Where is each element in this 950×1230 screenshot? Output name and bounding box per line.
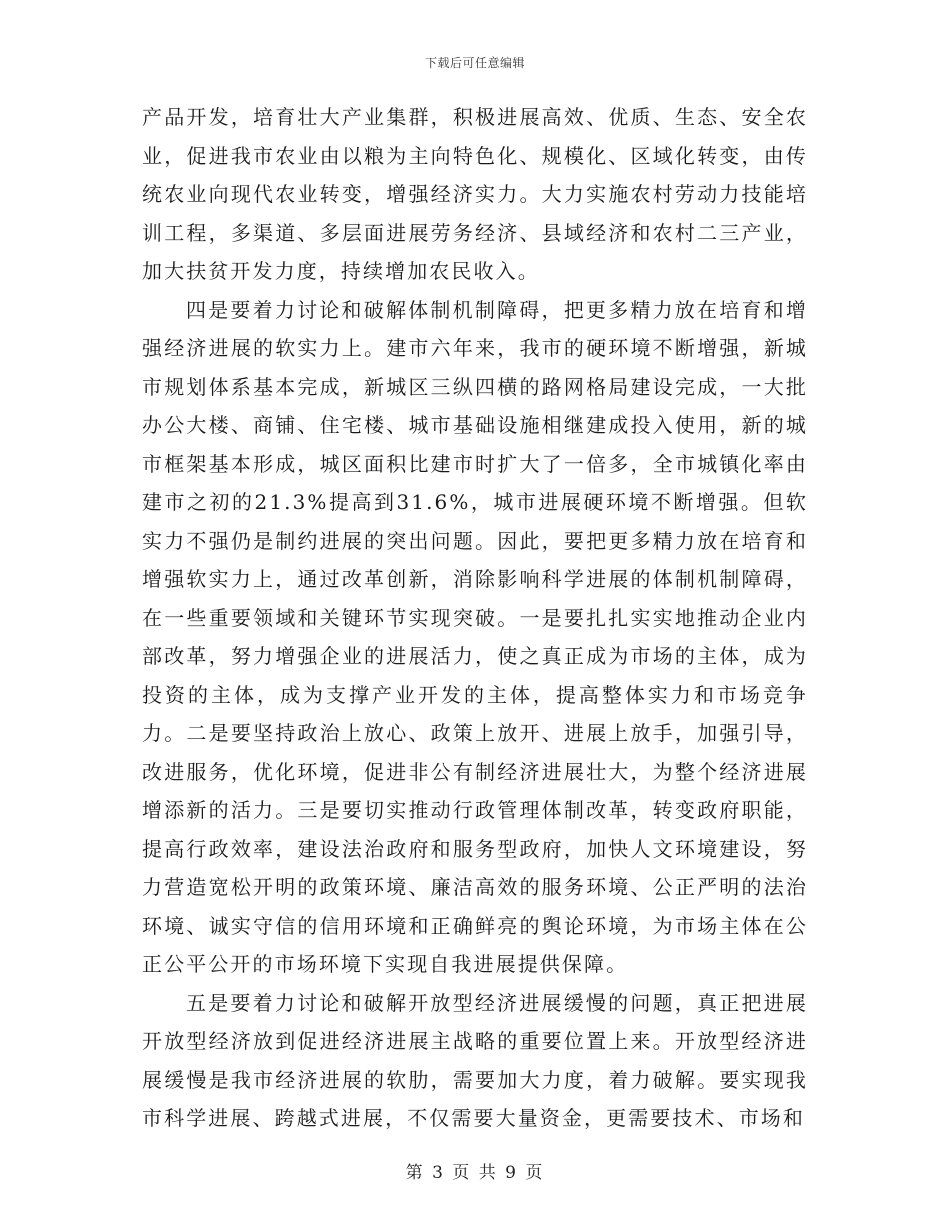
- paragraph-point-four: 四是要着力讨论和破解体制机制障碍，把更多精力放在培育和增强经济进展的软实力上。建市六年来，我市的硬环境不断增强，新城市规划体系基本完成，新城区三纵四横的路网格局建设完成，一大批办公大楼、商铺、住宅楼、城市基础设施相继建成投入使用，新的城市框架基本形成，城区面积比建市时扩大了一倍多，全市城镇化率由建市之初的21.3%提高到31.6%，城市进展硬环境不断增强。但软实力不强仍是制约进展的突出问题。因此，要把更多精力放在培育和增强软实力上，通过改革创新，消除影响科学进展的体制机制障碍，在一些重要领域和关键环节实现突破。一是要扎扎实实地推动企业内部改革，努力增强企业的进展活力，使之真正成为市场的主体，成为投资的主体，成为支撑产业开发的主体，提高整体实力和市场竞争力。二是要坚持政治上放心、政策上放开、进展上放手，加强引导，改进服务，优化环境，促进非公有制经济进展壮大，为整个经济进展增添新的活力。三是要切实推动行政管理体制改革，转变政府职能，提高行政效率，建设法治政府和服务型政府，加快人文环境建设，努力营造宽松开明的政策环境、廉洁高效的服务环境、公正严明的法治环境、诚实守信的信用环境和正确鲜亮的舆论环境，为市场主体在公正公平公开的市场环境下实现自我进展提供保障。: [142, 297, 808, 976]
- paragraph-point-five: 五是要着力讨论和破解开放型经济进展缓慢的问题，真正把进展开放型经济放到促进经济进展主战略的重要位置上来。开放型经济进展缓慢是我市经济进展的软肋，需要加大力度，着力破解。要实现我市科学进展、跨越式进展，不仅需要大量资金，更需要技术、市场和: [142, 990, 808, 1130]
- document-body: [142, 98, 808, 1138]
- page-number-footer: 第 3 页 共 9 页: [405, 1163, 545, 1183]
- page-header: 下载后可任意编辑: [424, 56, 525, 70]
- paragraph-continuation: 产品开发，培育壮大产业集群，积极进展高效、优质、生态、安全农业，促进我市农业由以粮为主向特色化、规模化、区域化转变，由传统农业向现代农业转变，增强经济实力。大力实施农村劳动力技能培训工程，多渠道、多层面进展劳务经济、县域经济和农村二三产业，加大扶贫开发力度，持续增加农民收入。: [142, 105, 808, 283]
